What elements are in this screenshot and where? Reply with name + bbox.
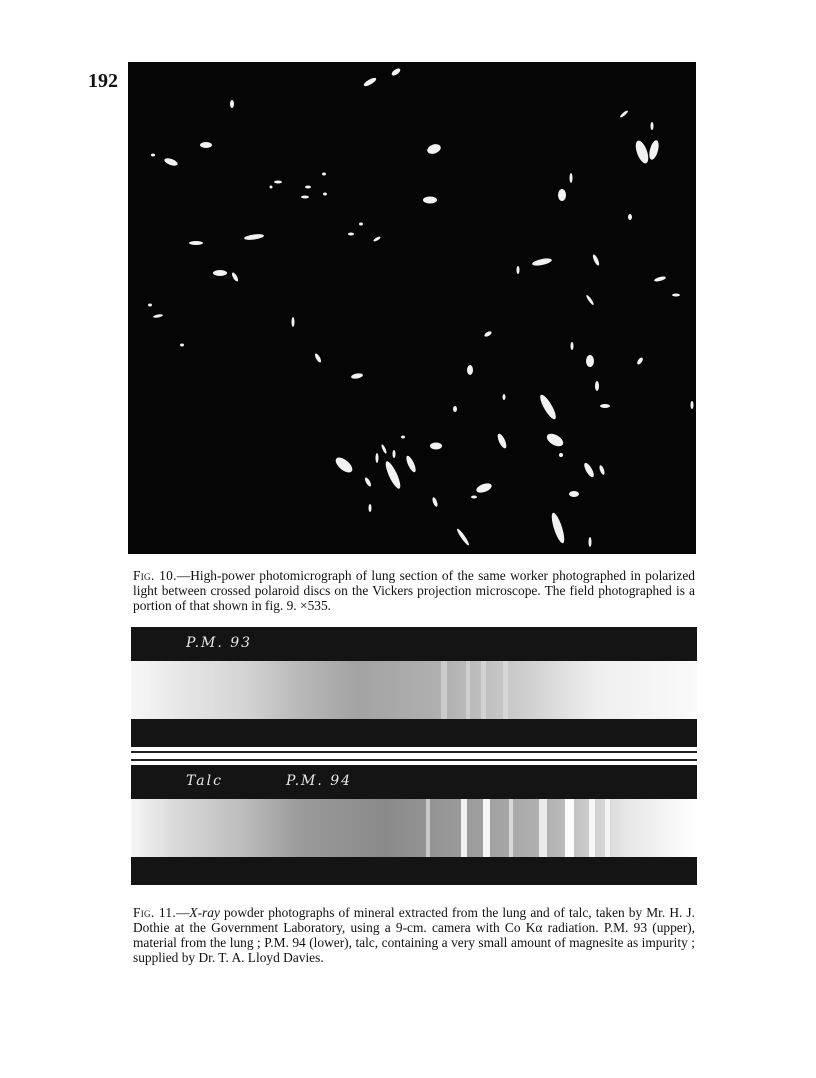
figure-11-caption-italic: X-ray	[189, 905, 220, 920]
figure-10-photomicrograph	[128, 62, 696, 554]
upper-strip-label: P.M. 93	[186, 635, 253, 651]
strip-diffraction-band	[131, 799, 697, 857]
figure-11-caption-text: powder photographs of mineral extracted from the lung and of talc, taken by Mr. H. J. Dothie at the Government Laboratory, using a 9-cm. camera with Co Kα radiation. P.M. 93 (upper), material from the lung ; P.M. 94 (lower), talc, containing a very small amount of magnesite as impurity ; supplied by Dr. T. A. Lloyd Davies.	[133, 905, 695, 965]
diffraction-line	[503, 661, 508, 719]
diffraction-line	[426, 799, 430, 857]
diffraction-line	[461, 799, 467, 857]
figure-11-caption: Fig. 11.—X-ray powder photographs of mineral extracted from the lung and of talc, taken by Mr. H. J. Dothie at the Government Laboratory, using a 9-cm. camera with Co Kα radiation. P.M. 93 (upper), material from the lung ; P.M. 94 (lower), talc, containing a very small amount of magnesite as impurity ; supplied by Dr. T. A. Lloyd Davies.	[133, 905, 695, 965]
lower-strip-label-right: P.M. 94	[286, 773, 353, 789]
figure-11-label: Fig. 11.	[133, 905, 177, 920]
diffraction-line	[509, 799, 513, 857]
figure-11-xray-photographs	[131, 627, 697, 887]
strip-divider	[131, 751, 697, 761]
page-number: 192	[88, 70, 118, 92]
diffraction-line	[441, 661, 447, 719]
diffraction-line	[539, 799, 547, 857]
lower-strip-label-left: Talc	[186, 773, 223, 789]
figure-10-caption-text: —High-power photomicrograph of lung section of the same worker photographed in polarized light between crossed polaroid discs on the Vickers projection microscope. The field photographed is a portion of that shown in fig. 9.	[133, 568, 695, 613]
xray-strip-lower	[131, 765, 697, 885]
polarized-particles-image	[128, 62, 696, 554]
diffraction-line	[605, 799, 610, 857]
strip-diffraction-band	[131, 661, 697, 719]
figure-10-label: Fig. 10.	[133, 568, 177, 583]
diffraction-line	[483, 799, 490, 857]
diffraction-line	[589, 799, 595, 857]
strip-dark-band-bottom	[131, 857, 697, 885]
diffraction-line	[466, 661, 470, 719]
strip-dark-band-bottom	[131, 719, 697, 747]
figure-10-magnification: ×535.	[300, 598, 332, 613]
xray-strip-upper	[131, 627, 697, 747]
diffraction-line	[565, 799, 574, 857]
diffraction-line	[481, 661, 486, 719]
figure-10-caption	[133, 568, 695, 613]
